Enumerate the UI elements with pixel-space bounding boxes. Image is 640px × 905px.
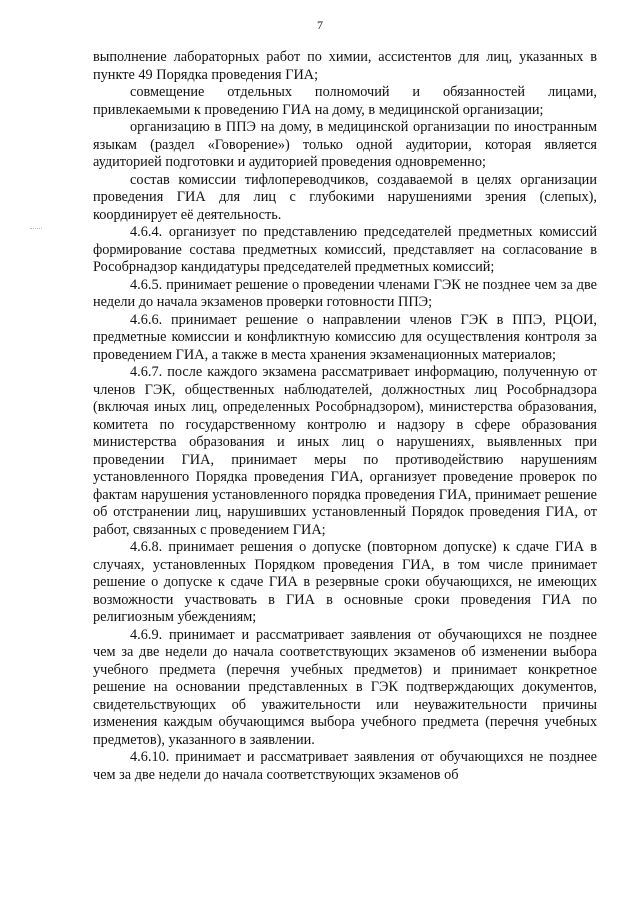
paragraph: организацию в ППЭ на дому, в медицинской организации по иностранным языкам (раздел «Говорение») только одной аудитории, которая является аудиторией подготовки и аудиторией проведения одновременно; xyxy=(93,119,597,170)
paragraph: совмещение отдельных полномочий и обязанностей лицами, привлекаемыми к проведению ГИА на дому, в медицинской организации; xyxy=(93,84,597,118)
paragraph: состав комиссии тифлопереводчиков, создаваемой в целях организации проведения ГИА для лиц с глубокими нарушениями зрения (слепых), координирует её деятельность. xyxy=(93,171,597,223)
paragraph-4-6-5: 4.6.5. принимает решение о проведении членами ГЭК не позднее чем за две недели до начала экзаменов проверки готовности ППЭ; xyxy=(93,276,597,310)
paragraph-4-6-10: 4.6.10. принимает и рассматривает заявления от обучающихся не позднее чем за две недели до начала соответствующих экзаменов об xyxy=(93,749,597,783)
margin-mark xyxy=(30,228,42,230)
paragraph-4-6-4: 4.6.4. организует по представлению председателей предметных комиссий формирование состава предметных комиссий, представляет на согласование в Рособрнадзор кандидатуры председателей предметных комиссий; xyxy=(93,224,597,275)
paragraph-4-6-6: 4.6.6. принимает решение о направлении членов ГЭК в ППЭ, РЦОИ, предметные комиссии и конфликтную комиссию для осуществления контроля за проведением ГИА, а также в места хранения экзаменационных материалов; xyxy=(93,311,597,363)
paragraph-4-6-8: 4.6.8. принимает решения о допуске (повторном допуске) к сдаче ГИА в случаях, установленных Порядком проведения ГИА, в том числе принимает решение о допуске к сдаче ГИА в резервные сроки обучающихся, не имеющих возможности участвовать в ГИА в основные сроки проведения ГИА по религиозным убеждениям; xyxy=(93,539,597,625)
paragraph-4-6-7: 4.6.7. после каждого экзамена рассматривает информацию, полученную от членов ГЭК, общественных наблюдателей, должностных лиц Рособрнадзора (включая иных лиц, определенных Рособрнадзором), министерства образования, комитета по государственному контролю и надзору в сфере образования министерства образования и иных лиц о нарушениях, выявленных при проведении ГИА, принимает меры по противодействию нарушениям установленного Порядка проведения ГИА, организует проведение проверок по фактам нарушения установленного порядка проведения ГИА, принимает решение об отстранении лиц, нарушивших установленный Порядок проведения ГИА, от работ, связанных с проведением ГИА; xyxy=(93,364,597,538)
page-number: 7 xyxy=(317,18,323,32)
paragraph-4-6-9: 4.6.9. принимает и рассматривает заявления от обучающихся не позднее чем за две недели до начала соответствующих экзаменов об изменении выбора учебного предмета (перечня учебных предметов) и принимает конкретное решение на основании представленных в ГЭК подтверждающих документов, свидетельствующих об уважительности или неуважительности причины изменения каждым обучающимся выбора учебного предмета (перечня учебных предметов), указанного в заявлении. xyxy=(93,626,597,748)
document-body xyxy=(93,49,597,784)
paragraph-continuation: выполнение лабораторных работ по химии, ассистентов для лиц, указанных в пункте 49 Порядка проведения ГИА; xyxy=(93,49,597,83)
